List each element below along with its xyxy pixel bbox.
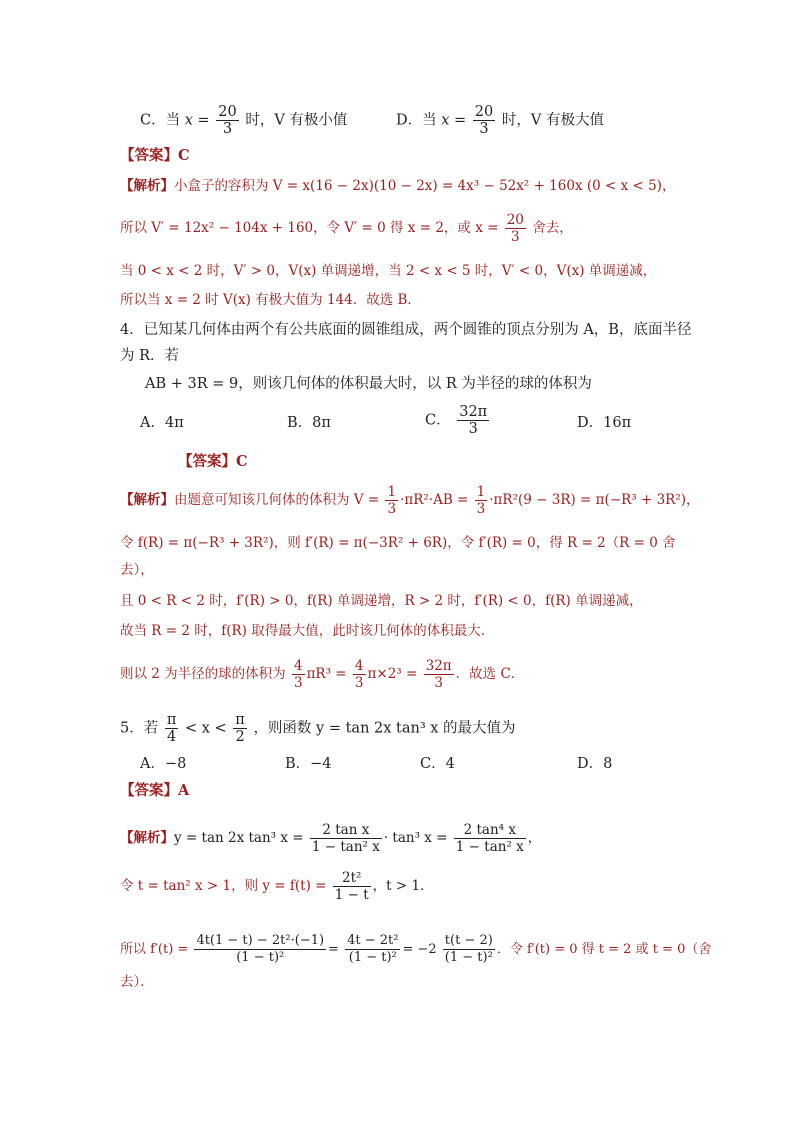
q5-solution-text: = −2 (402, 942, 437, 957)
q3-solution-line-4: 所以当 x = 2 时 V(x) 有极大值为 144．故选 B． (120, 292, 421, 308)
fraction-numerator: t(t − 2) (444, 933, 493, 948)
q5-solution-fraction (194, 933, 326, 966)
fraction-numerator: 4t(1 − t) − 2t²·(−1) (196, 933, 325, 948)
q5-solution-text: 令 t = tan² x > 1，则 y = f(t) = (120, 878, 327, 894)
fraction-numerator: 32π (425, 658, 452, 674)
q3-option-c-prefix: C．当 (140, 112, 181, 129)
q5-stem-text: ，则函数 y = tan 2x tan³ x 的最大值为 (253, 720, 516, 737)
fraction-numerator: 2 tan⁴ x (454, 822, 526, 839)
q3-option-d-suffix: 时，V 有极大值 (501, 112, 604, 129)
fraction-denominator: 1 − tan² x (311, 839, 380, 855)
q5-solution-fraction (333, 870, 371, 903)
q4-solution-line-6 (120, 658, 524, 691)
q4-solution-text: π×2³ = (367, 666, 418, 682)
q4-solution-text: ·πR²(9 − 3R) = π(−R³ + 3R²)， (489, 492, 700, 508)
q5-solution-text: ，t > 1． (372, 878, 434, 894)
q4-solution-fraction (475, 484, 488, 517)
fraction-denominator: 3 (434, 675, 443, 691)
fraction-denominator: 3 (468, 421, 478, 437)
q4-option-a: A．4π (140, 415, 184, 431)
fraction-numerator: π (235, 712, 245, 728)
q4-solution-fraction (385, 484, 398, 517)
fraction-numerator: 1 (387, 484, 397, 500)
q4-stem-line-1: 4．已知某几何体由两个有公共底面的圆锥组成，两个圆锥的顶点分别为 A，B，底面半径 (120, 322, 692, 338)
q3-option-c-math: x = (184, 112, 210, 129)
fraction-denominator: 1 − tan² x (455, 839, 524, 855)
solution-label: 【解析】 (120, 492, 174, 508)
q5-solution-line-4: 去）． (120, 974, 154, 990)
q4-option-c (425, 404, 491, 437)
fraction-denominator: 3 (354, 675, 364, 691)
q3-option-c-suffix: 时，V 有极小值 (245, 112, 348, 129)
q4-solution-fraction (353, 658, 366, 691)
q4-solution-text: 由题意可知该几何体的体积为 V = (174, 492, 380, 508)
q5-stem-fraction (233, 712, 247, 745)
q4-option-c-fraction (457, 404, 489, 437)
q5-solution-text: = (328, 942, 339, 957)
q3-solution-text: 舍去， (532, 220, 573, 236)
q5-option-b: B．−4 (285, 756, 332, 772)
fraction-denominator: 3 (476, 501, 486, 517)
q4-option-b: B．8π (287, 415, 331, 431)
fraction-denominator: 3 (293, 675, 303, 691)
q5-stem (120, 712, 516, 745)
solution-label: 【解析】 (120, 178, 174, 194)
q3-solution-text: 小盒子的容积为 V = x(16 − 2x)(10 − 2x) = 4x³ − 52x² + 160x (0 < x < 5)， (174, 178, 676, 194)
fraction-denominator: (1 − t)² (236, 950, 285, 965)
q5-solution-line-3 (120, 933, 711, 966)
q5-option-a: A．−8 (140, 756, 187, 772)
q5-solution-text: ， (527, 830, 542, 846)
fraction-numerator: 20 (218, 104, 237, 120)
fraction-numerator: 4 (293, 658, 303, 674)
q4-solution-fraction (424, 658, 454, 691)
q5-stem-text: < x < (184, 720, 227, 737)
q5-stem-fraction (165, 712, 179, 745)
q5-solution-fraction (443, 933, 495, 966)
q3-solution-line-2 (120, 212, 573, 245)
q4-solution-text: ．故选 C． (455, 666, 525, 682)
q3-solution-line-1 (120, 176, 675, 196)
fraction-denominator: (1 − t)² (444, 950, 493, 965)
q4-option-d: D．16π (577, 415, 632, 431)
q4-solution-line-3: 去）， (120, 562, 154, 578)
q5-solution-text: y = tan 2x tan³ x = (174, 830, 304, 846)
q3-option-c-fraction (216, 104, 238, 137)
q3-option-d-fraction (473, 104, 495, 137)
q3-option-d-prefix: D．当 (396, 112, 437, 129)
q4-solution-line-4: 且 0 < R < 2 时，f′(R) > 0，f(R) 单调递增，R > 2 时，f′(R) < 0，f(R) 单调递减， (120, 593, 643, 609)
q4-solution-text: 则以 2 为半径的球的体积为 (120, 666, 286, 682)
q4-solution-line-2: 令 f(R) = π(−R³ + 3R²)，则 f′(R) = π(−3R² + 6R)，令 f′(R) = 0，得 R = 2（R = 0 舍 (120, 535, 676, 551)
q4-solution-fraction (292, 658, 305, 691)
q5-solution-fraction (454, 822, 526, 855)
q5-solution-text: · tan³ x = (383, 830, 448, 846)
q4-answer: 【答案】C (178, 453, 248, 470)
q5-solution-fraction (310, 822, 382, 855)
q3-option-d (396, 104, 604, 137)
q5-solution-text: 所以 f′(t) = (120, 942, 189, 957)
q3-answer: 【答案】C (120, 147, 190, 164)
fraction-denominator: 4 (166, 729, 177, 745)
fraction-numerator: 4 (354, 658, 364, 674)
q5-option-c: C．4 (420, 756, 455, 772)
fraction-numerator: π (166, 712, 177, 728)
q5-stem-text: 5．若 (120, 720, 159, 737)
fraction-numerator: 2 tan x (310, 822, 382, 839)
q5-solution-fraction (345, 933, 400, 966)
fraction-denominator: 3 (511, 229, 520, 245)
q4-option-c-prefix: C． (425, 412, 451, 429)
q4-solution-text: πR³ = (306, 666, 347, 682)
solution-label: 【解析】 (120, 830, 174, 846)
q4-solution-line-1 (120, 484, 700, 517)
q3-solution-line-3: 当 0 < x < 2 时，V′ > 0，V(x) 单调递增，当 2 < x < 5 时，V′ < 0，V(x) 单调递减， (120, 263, 657, 279)
fraction-denominator: 3 (387, 501, 397, 517)
fraction-denominator: 3 (479, 121, 489, 137)
q4-solution-text: ·πR²·AB = (400, 492, 469, 508)
q4-solution-line-5: 故当 R = 2 时，f(R) 取得最大值，此时该几何体的体积最大． (120, 623, 495, 639)
fraction-denominator: 1 − t (334, 887, 369, 903)
q3-option-c (140, 104, 347, 137)
fraction-numerator: 20 (506, 212, 524, 228)
q5-solution-line-1 (120, 822, 541, 855)
fraction-numerator: 32π (459, 404, 488, 420)
q3-solution-text: 所以 V′ = 12x² − 104x + 160，令 V′ = 0 得 x = 2，或 x = (120, 220, 499, 236)
fraction-numerator: 2t² (333, 870, 371, 887)
fraction-numerator: 4t − 2t² (347, 933, 399, 948)
q5-solution-line-2 (120, 870, 434, 903)
fraction-numerator: 1 (476, 484, 486, 500)
fraction-denominator: 2 (235, 729, 245, 745)
q3-option-d-math: x = (441, 112, 467, 129)
q5-solution-text: ．令 f′(t) = 0 得 t = 2 或 t = 0（舍 (496, 942, 712, 957)
q4-stem-line-3: AB + 3R = 9，则该几何体的体积最大时，以 R 为半径的球的体积为 (145, 376, 592, 392)
q5-answer: 【答案】A (120, 782, 190, 799)
fraction-denominator: (1 − t)² (348, 950, 397, 965)
q4-stem-line-2: 为 R．若 (120, 348, 180, 364)
q5-option-d: D．8 (577, 756, 613, 772)
q3-solution-fraction (505, 212, 526, 245)
fraction-denominator: 3 (222, 121, 233, 137)
fraction-numerator: 20 (474, 104, 494, 120)
